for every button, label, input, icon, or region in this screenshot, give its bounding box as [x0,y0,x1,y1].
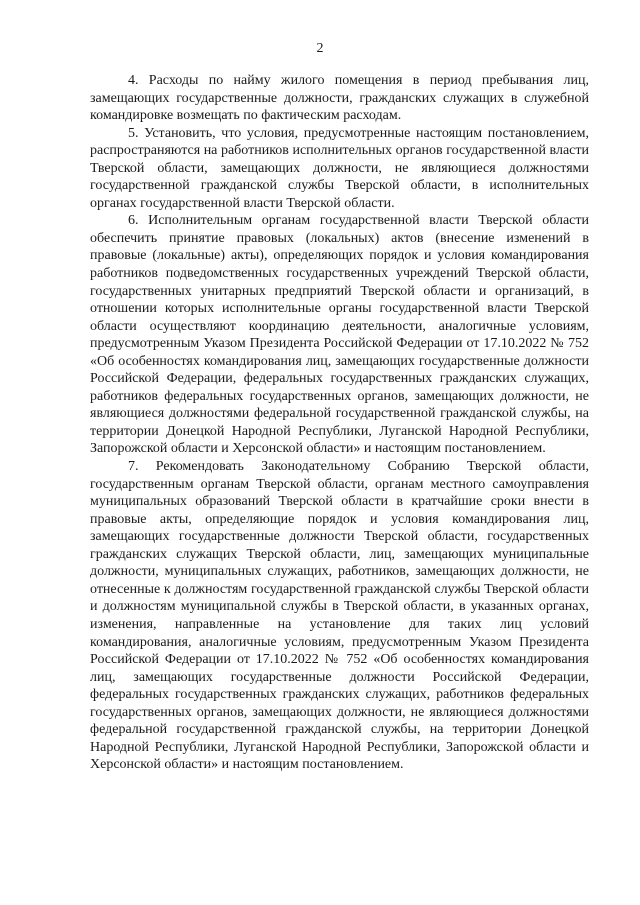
document-body [90,72,589,774]
page-number: 2 [316,41,324,56]
paragraph-5-scope-of-conditions: 5. Установить, что условия, предусмотренные настоящим постановлением, распространяются на работников исполнительных органов государственной власти Тверской области, замещающих должности, не являющиеся должностями государственной гражданской службы Тверской области, в исполнительных органах государственной власти Тверской области. [90,125,589,211]
paragraph-7-recommendation: 7. Рекомендовать Законодательному Собранию Тверской области, государственным органам Тверской области, органам местного самоуправления муниципальных образований Тверской области в кратчайшие сроки внести в правовые акты, определяющие порядок и условия командирования лиц, замещающих государственные должности Тверской области, государственных гражданских служащих Тверской области, лиц, замещающих муниципальные должности, муниципальных служащих, работников, замещающих должности, не отнесенные к должностям государственной гражданской службы Тверской области и должностям муниципальной службы в Тверской области, в указанных органах, изменения, направленные на установление для таких лиц условий командирования, аналогичные условиям, предусмотренным Указом Президента Российской Федерации от 17.10.2022 № 752 «Об особенностях командирования лиц, замещающих государственные должности Российской Федерации, федеральных государственных гражданских служащих, работников федеральных государственных органов, замещающих должности, не являющиеся должностями федеральной государственной гражданской службы, на территории Донецкой Народной Республики, Луганской Народной Республики, Запорожской области и Херсонской области» и настоящим постановлением. [90,459,589,773]
paragraph-6-executive-bodies-acts: 6. Исполнительным органам государственной власти Тверской области обеспечить принятие правовых (локальных) актов (внесение изменений в правовые (локальные) акты), определяющих порядок и условия командирования работников подведомственных государственных учреждений Тверской области, государственных унитарных предприятий Тверской области и организаций, в отношении которых исполнительные органы государственной власти Тверской области осуществляют координацию деятельности, аналогичные условиям, предусмотренным Указом Президента Российской Федерации от 17.10.2022 № 752 «Об особенностях командирования лиц, замещающих государственные должности Российской Федерации, федеральных государственных гражданских служащих, работников федеральных государственных органов, замещающих должности, не являющиеся должностями федеральной государственной гражданской службы, на территории Донецкой Народной Республики, Луганской Народной Республики, Запорожской области и Херсонской области» и настоящим постановлением. [90,213,589,457]
paragraph-4-lodging-expenses: 4. Расходы по найму жилого помещения в период пребывания лиц, замещающих государственные должности, гражданских служащих в служебной командировке возмещать по фактическим расходам. [90,73,589,124]
